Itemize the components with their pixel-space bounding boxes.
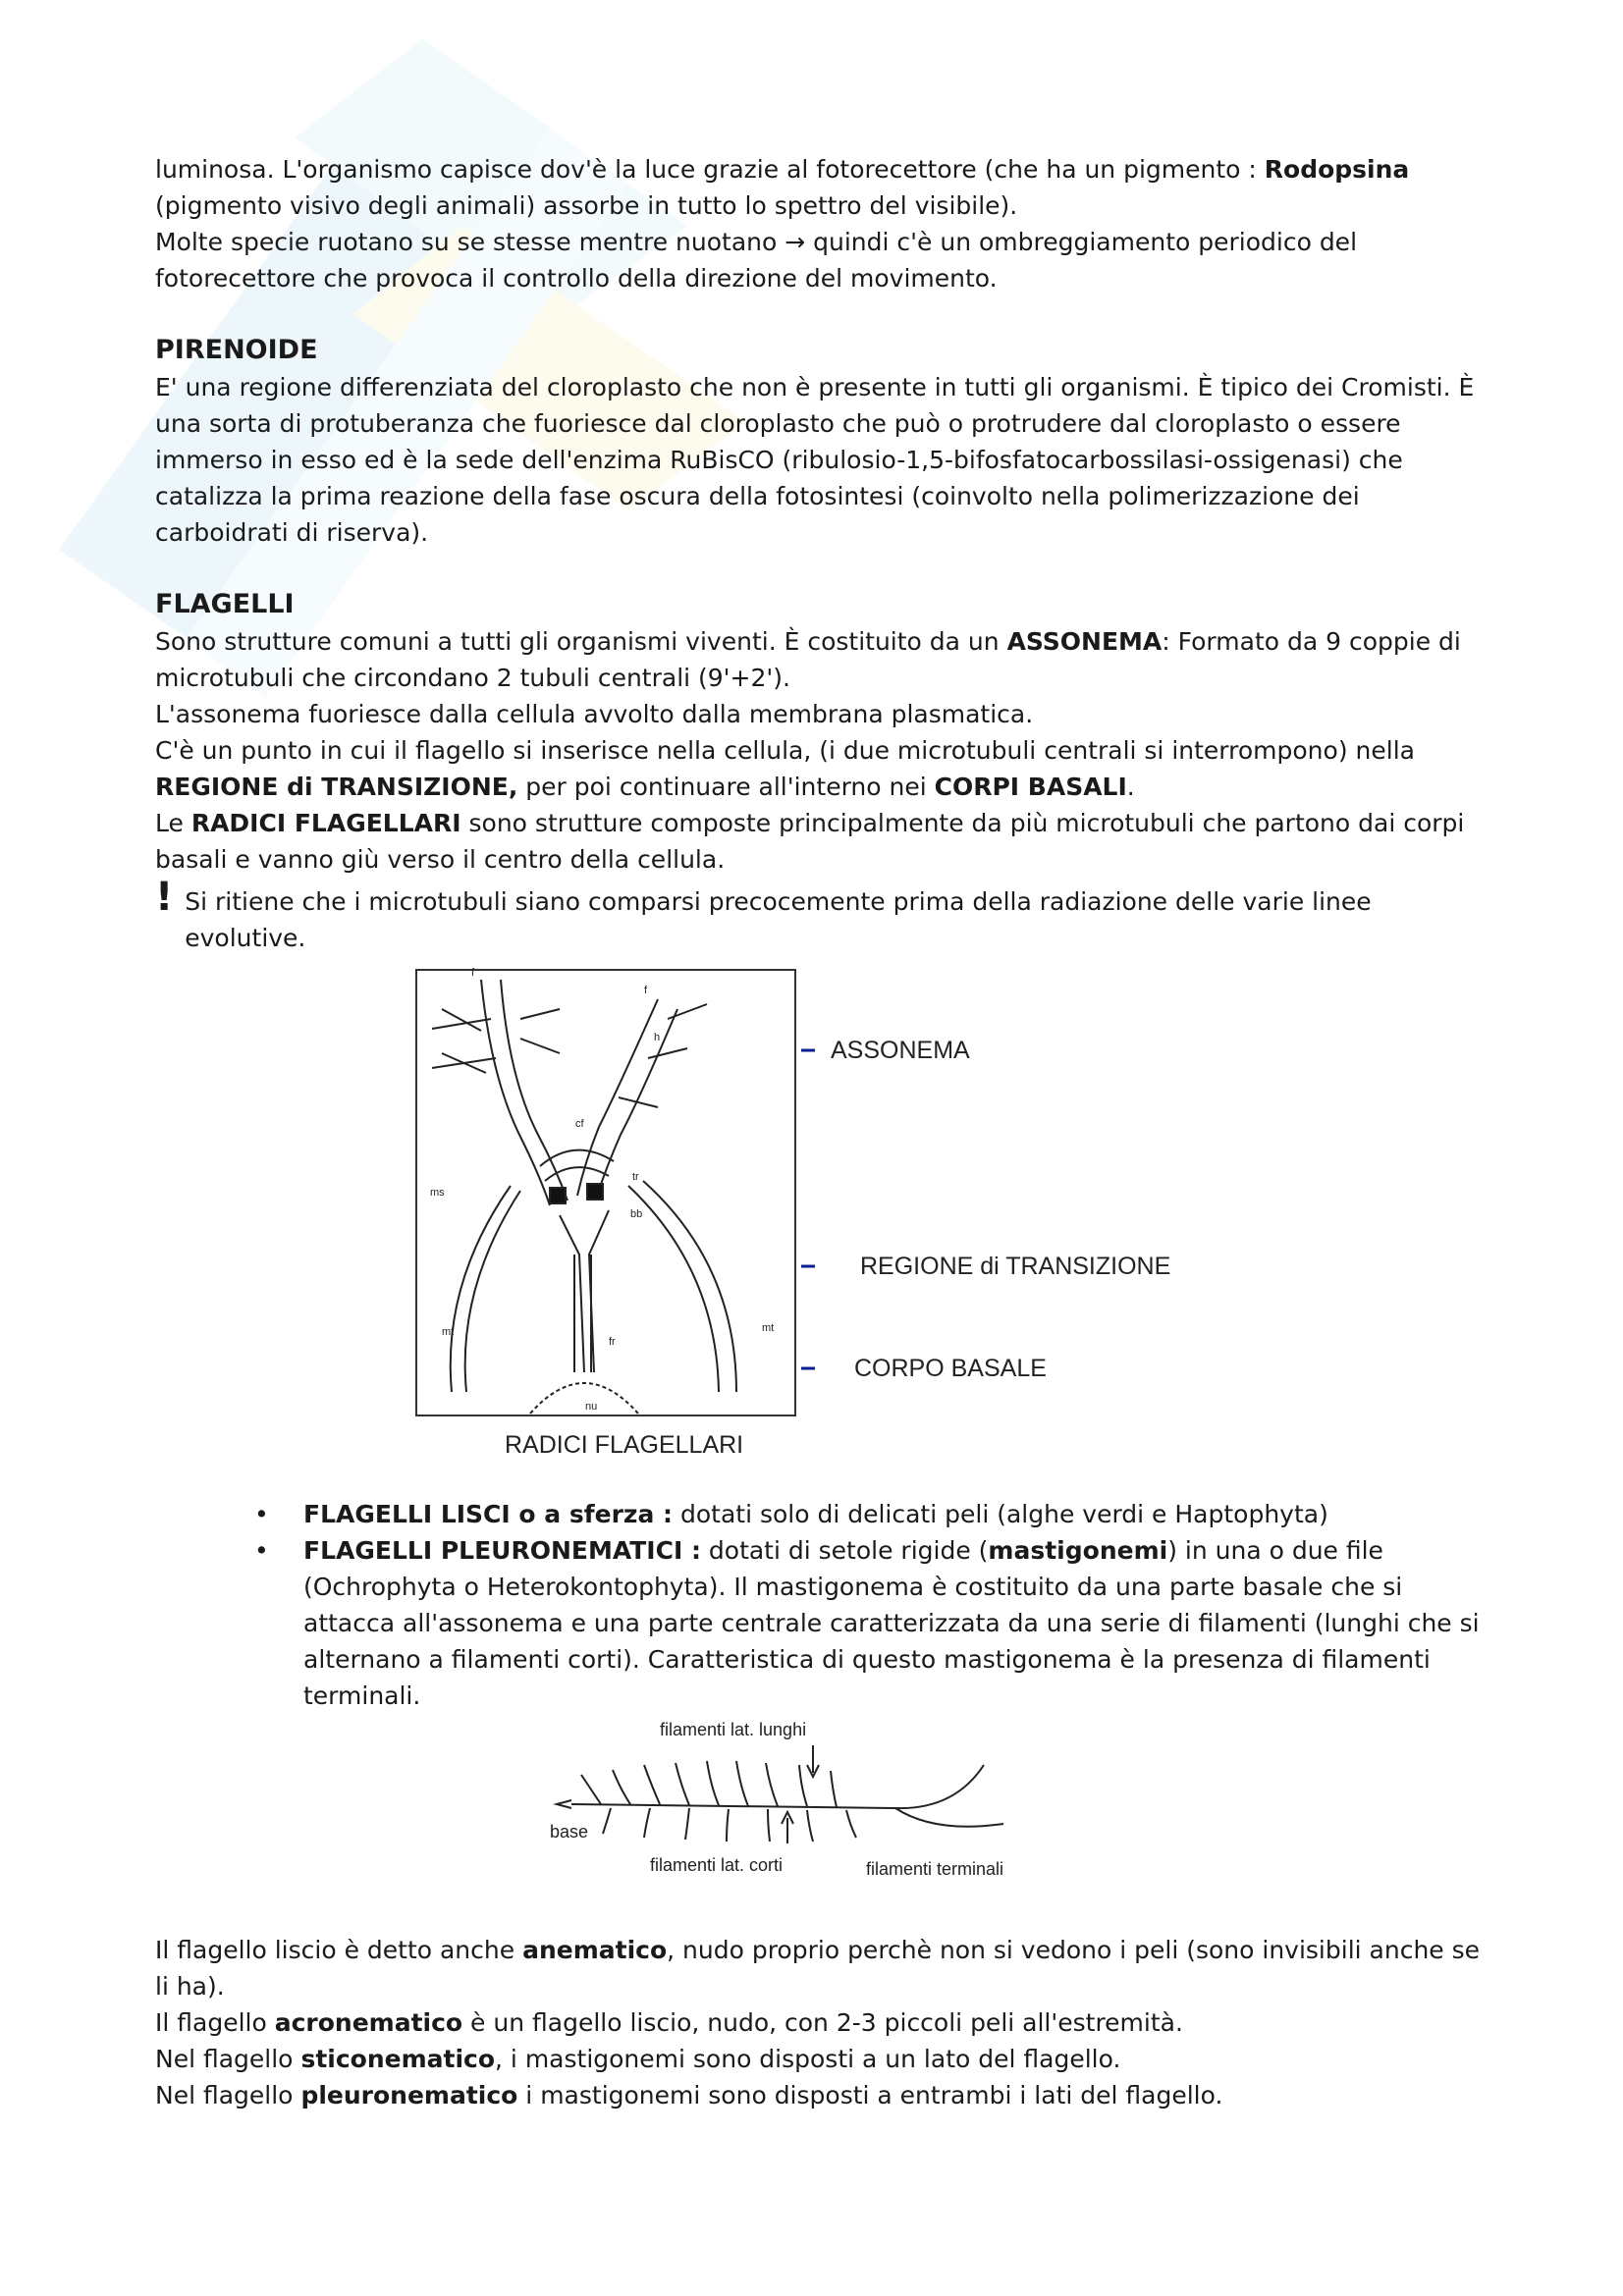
radici-flagellari-label: RADICI FLAGELLARI — [505, 1431, 744, 1459]
assonema-label: ASSONEMA — [831, 1037, 970, 1064]
mastigonema-diagram — [542, 1706, 1053, 1893]
svg-text:cf: cf — [575, 1118, 584, 1130]
flagelli-heading: FLAGELLI — [155, 589, 295, 619]
mastigonema-axis — [571, 1765, 984, 1808]
flagella-types-definitions: Il flagello liscio è detto anche anematico, nudo proprio perchè non si vedono i peli (sono invisibili anche se li ha). Il flagello acronematico è un flagello liscio, nudo, con 2-3 piccoli peli all'estremità. Nel flagello sticonematico, i mastigonemi sono disposti a un lato del flagello. Nel flagello pleuronematico i mastigonemi sono disposti a entrambi i lati del flagello. — [155, 1936, 1481, 2109]
pirenoide-paragraph: E' una regione differenziata del cloroplasto che non è presente in tutti gli organismi. È tipico dei Cromisti. È una sorta di protuberanza che fuoriesce dal cloroplasto che può o protrudere dal cloroplasto o essere immerso in esso ed è la sede dell'enzima RuBisCO (ribulosio-1,5-bifosfatocarbossilasi-ossigenasi) che catalizza la prima reazione della fase oscura della fotosintesi (coinvolto nella polimerizzazione dei carboidrati di riserva). — [155, 373, 1475, 547]
svg-text:mt: mt — [762, 1322, 775, 1334]
list-item: • FLAGELLI PLEURONEMATICI : dotati di setole rigide (mastigonemi) in una o due file (Ochrophyta o Heterokontophyta). Il mastigonema è costituito da una parte basale che si attacca all'assonema e una parte centrale caratterizzata da una serie di filamenti (lunghi che si alternano a filamenti corti). Caratteristica di questo mastigonema è la presenza di filamenti terminali. — [254, 1536, 1480, 1710]
svg-text:bb: bb — [630, 1208, 643, 1220]
filamenti-lunghi-label: filamenti lat. lunghi — [660, 1720, 807, 1739]
svg-text:f: f — [471, 967, 475, 979]
note-line — [155, 875, 1490, 956]
flagelli-paragraph-3: C'è un punto in cui il flagello si inserisce nella cellula, (i due microtubuli centrali si interrompono) nella REGIONE di TRANSIZIONE, per poi continuare all'interno nei CORPI BASALI. — [155, 736, 1415, 801]
flagelli-paragraph-1: Sono strutture comuni a tutti gli organismi viventi. È costituito da un ASSONEMA: Formato da 9 coppie di microtubuli che circondano 2 tubuli centrali (9'+2'). — [155, 627, 1461, 692]
pirenoide-heading: PIRENOIDE — [155, 335, 318, 365]
flagelli-paragraph-2: L'assonema fuoriesce dalla cellula avvolto dalla membrana plasmatica. — [155, 700, 1034, 728]
filamenti-corti-label: filamenti lat. corti — [650, 1855, 784, 1875]
flagella-types-list — [155, 1496, 1490, 1714]
right-flagellum — [577, 999, 661, 1196]
diagram-frame — [416, 970, 795, 1415]
flagelli-paragraph-4: Le RADICI FLAGELLARI sono strutture composte principalmente da più microtubuli che partono dai corpi basali e vanno giù verso il centro della cellula. — [155, 809, 1465, 874]
filamenti-terminali-label: filamenti terminali — [866, 1859, 1004, 1879]
svg-text:nu: nu — [585, 1401, 598, 1413]
rodopsina-term: Rodopsina — [1264, 155, 1410, 184]
corpo-basale-label: CORPO BASALE — [854, 1355, 1047, 1382]
main-text — [155, 151, 1490, 956]
regione-transizione-label: REGIONE di TRANSIZIONE — [860, 1253, 1171, 1280]
exclamation-icon: ! — [155, 875, 174, 920]
svg-text:f: f — [644, 985, 648, 996]
intro-paragraph: luminosa. L'organismo capisce dov'è la luce grazie al fotorecettore (che ha un pigmento : Rodopsina (pigmento visivo degli animali) assorbe in tutto lo spettro del visibile). Molte specie ruotano su se stesse mentre nuotano → quindi c'è un ombreggiamento periodico del fotorecettore che provoca il controllo della direzione del movimento. — [155, 155, 1410, 293]
svg-text:fr: fr — [609, 1336, 616, 1348]
list-item: • FLAGELLI LISCI o a sferza : dotati solo di delicati peli (alghe verdi e Haptophyta) — [254, 1500, 1328, 1528]
svg-text:ms: ms — [430, 1187, 445, 1199]
flagellum-structure-diagram — [412, 960, 1178, 1470]
note-text: Si ritiene che i microtubuli siano comparsi precocemente prima della radiazione delle varie linee evolutive. — [185, 887, 1372, 952]
svg-text:h: h — [654, 1032, 661, 1043]
svg-text:mt: mt — [442, 1326, 455, 1338]
svg-text:tr: tr — [632, 1171, 639, 1183]
base-label: base — [550, 1822, 589, 1842]
